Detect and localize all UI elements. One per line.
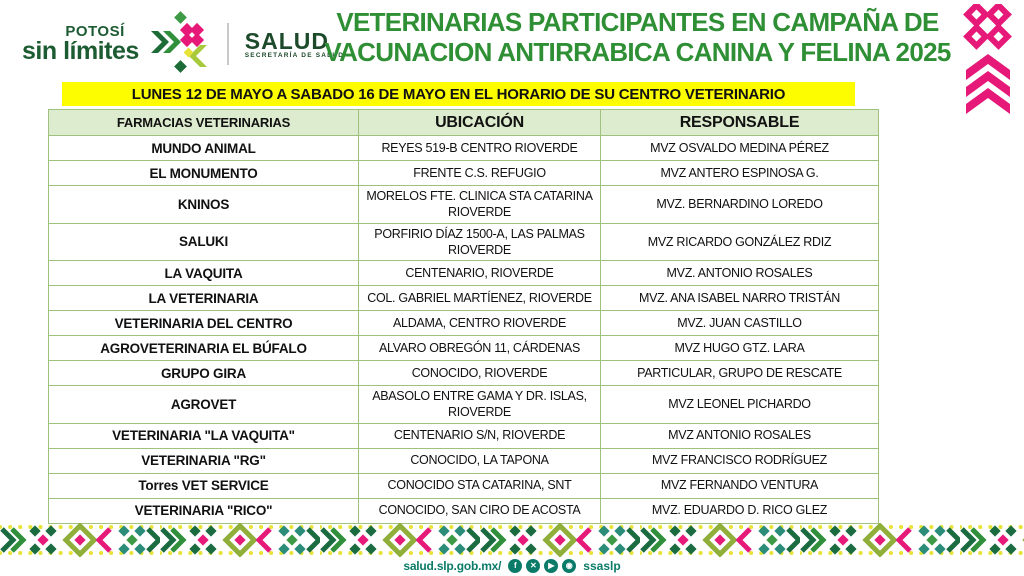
page-title-line1: VETERINARIAS PARTICIPANTES EN CAMPAÑA DE <box>336 7 939 37</box>
footer-website-link[interactable]: salud.slp.gob.mx/ <box>403 559 502 573</box>
table-row <box>49 161 879 186</box>
vet-name-cell: AGROVETERINARIA EL BÚFALO <box>49 336 359 361</box>
table-row <box>49 261 879 286</box>
potosi-logo-top-label: POTOSÍ <box>65 23 125 40</box>
salud-logo-subtitle: SECRETARÍA DE SALUD <box>244 51 345 59</box>
vet-location-cell: ABASOLO ENTRE GAMA Y DR. ISLAS, RIOVERDE <box>359 386 601 424</box>
table-row <box>49 386 879 424</box>
vet-responsible-cell: MVZ ANTONIO ROSALES <box>601 423 879 448</box>
vet-name-cell: LA VETERINARIA <box>49 286 359 311</box>
vet-responsible-cell: MVZ FERNANDO VENTURA <box>601 473 879 498</box>
table-header-row <box>49 110 879 136</box>
vet-location-cell: ALDAMA, CENTRO RIOVERDE <box>359 311 601 336</box>
social-icons-group <box>508 559 576 573</box>
vet-name-cell: GRUPO GIRA <box>49 361 359 386</box>
vet-responsible-cell: MVZ HUGO GTZ. LARA <box>601 336 879 361</box>
vet-name-cell: LA VAQUITA <box>49 261 359 286</box>
schedule-banner: LUNES 12 DE MAYO A SABADO 16 DE MAYO EN EL HORARIO DE SU CENTRO VETERINARIO <box>62 82 855 106</box>
table-row <box>49 361 879 386</box>
vet-location-cell: CENTENARIO, RIOVERDE <box>359 261 601 286</box>
logo-divider <box>227 23 229 65</box>
footer-bar <box>0 556 1024 576</box>
potosi-logo-bottom-label: sin límites <box>22 37 139 65</box>
vet-responsible-cell: MVZ LEONEL PICHARDO <box>601 386 879 424</box>
youtube-icon[interactable]: ▶ <box>544 559 558 573</box>
x-icon[interactable]: ✕ <box>526 559 540 573</box>
vet-name-cell: VETERINARIA "RG" <box>49 448 359 473</box>
vet-responsible-cell: MVZ. ANTONIO ROSALES <box>601 261 879 286</box>
vet-location-cell: CONOCIDO, LA TAPONA <box>359 448 601 473</box>
table-row <box>49 448 879 473</box>
vet-name-cell: VETERINARIA "RICO" <box>49 498 359 523</box>
instagram-icon[interactable]: ◉ <box>562 559 576 573</box>
vet-name-cell: MUNDO ANIMAL <box>49 136 359 161</box>
vet-location-cell: COL. GABRIEL MARTÍENEZ, RIOVERDE <box>359 286 601 311</box>
footer-social-handle: ssaslp <box>583 559 621 573</box>
vet-location-cell: CONOCIDO, RIOVERDE <box>359 361 601 386</box>
page-title <box>315 8 960 68</box>
vet-location-cell: CONOCIDO STA CATARINA, SNT <box>359 473 601 498</box>
decorative-pattern-band <box>0 523 1024 557</box>
table-row <box>49 473 879 498</box>
vet-location-cell: CONOCIDO, SAN CIRO DE ACOSTA <box>359 498 601 523</box>
salud-logo-title: SALUD <box>244 27 329 54</box>
vet-responsible-cell: MVZ. ANA ISABEL NARRO TRISTÁN <box>601 286 879 311</box>
vet-location-cell: CENTENARIO S/N, RIOVERDE <box>359 423 601 448</box>
vet-responsible-cell: MVZ ANTERO ESPINOSA G. <box>601 161 879 186</box>
vet-responsible-cell: PARTICULAR, GRUPO DE RESCATE <box>601 361 879 386</box>
vet-location-cell: MORELOS FTE. CLINICA STA CATARINA RIOVERDE <box>359 186 601 224</box>
table-row <box>49 423 879 448</box>
table-row <box>49 186 879 224</box>
vet-location-cell: REYES 519-B CENTRO RIOVERDE <box>359 136 601 161</box>
vet-responsible-cell: MVZ. EDUARDO D. RICO GLEZ <box>601 498 879 523</box>
table-row <box>49 311 879 336</box>
header-logo-group <box>22 12 344 76</box>
vet-name-cell: Torres VET SERVICE <box>49 473 359 498</box>
facebook-icon[interactable]: f <box>508 559 522 573</box>
vet-location-cell: PORFIRIO DÍAZ 1500-A, LAS PALMAS RIOVERDE <box>359 223 601 261</box>
corner-ornament-icon <box>963 4 1013 121</box>
vet-name-cell: VETERINARIA "LA VAQUITA" <box>49 423 359 448</box>
vet-name-cell: EL MONUMENTO <box>49 161 359 186</box>
column-header-ubicacion: UBICACIÓN <box>359 110 601 136</box>
vet-responsible-cell: MVZ. JUAN CASTILLO <box>601 311 879 336</box>
vet-name-cell: VETERINARIA DEL CENTRO <box>49 311 359 336</box>
table-row <box>49 286 879 311</box>
table-row <box>49 223 879 261</box>
potosi-logo-mark-icon <box>149 11 211 78</box>
vet-location-cell: ALVARO OBREGÓN 11, CÁRDENAS <box>359 336 601 361</box>
potosi-logo <box>22 24 139 64</box>
vet-responsible-cell: MVZ OSVALDO MEDINA PÉREZ <box>601 136 879 161</box>
page-title-line2: VACUNACION ANTIRRABICA CANINA Y FELINA 2025 <box>324 36 951 67</box>
vet-name-cell: KNINOS <box>49 186 359 224</box>
vet-responsible-cell: MVZ RICARDO GONZÁLEZ RDIZ <box>601 223 879 261</box>
column-header-responsable: RESPONSABLE <box>601 110 879 136</box>
vet-name-cell: AGROVET <box>49 386 359 424</box>
vet-responsible-cell: MVZ FRANCISCO RODRÍGUEZ <box>601 448 879 473</box>
table-row <box>49 136 879 161</box>
table-row <box>49 498 879 523</box>
table-row <box>49 336 879 361</box>
vet-name-cell: SALUKI <box>49 223 359 261</box>
vet-location-cell: FRENTE C.S. REFUGIO <box>359 161 601 186</box>
column-header-farmacias: FARMACIAS VETERINARIAS <box>49 110 359 136</box>
veterinarias-table <box>48 109 879 524</box>
vet-responsible-cell: MVZ. BERNARDINO LOREDO <box>601 186 879 224</box>
